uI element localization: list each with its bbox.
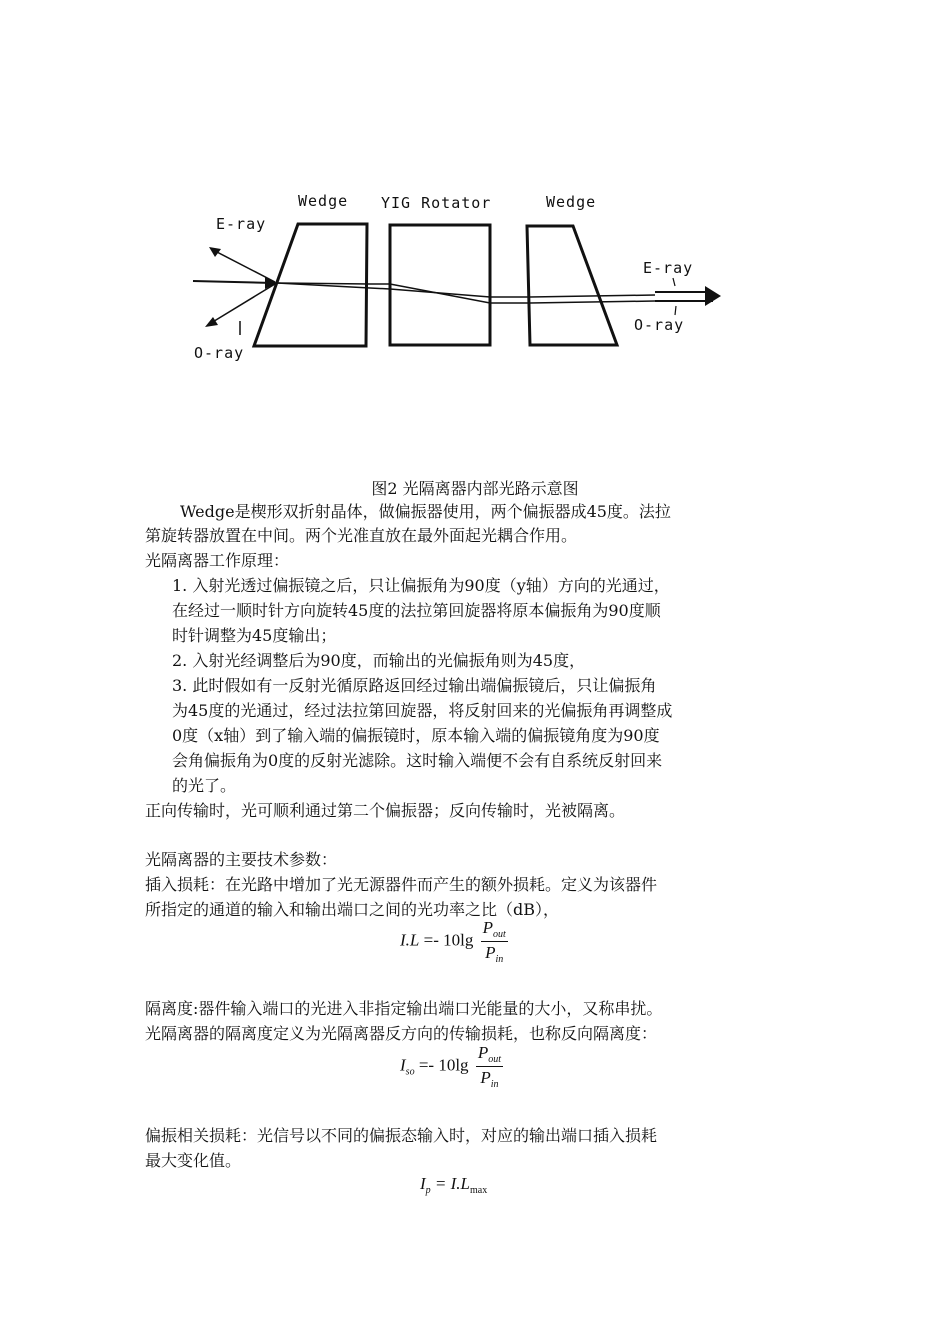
- eq1-lhs: I.L: [400, 930, 420, 950]
- list-item-1-line3: 时针调整为45度输出；: [172, 626, 337, 645]
- insertion-loss-equation: [400, 918, 508, 965]
- eq1-denominator: P: [485, 943, 496, 962]
- eq2-numerator-sub: out: [488, 1054, 501, 1065]
- eq2-lhs-sub: so: [405, 1066, 415, 1078]
- insertion-loss-line1: 插入损耗：在光路中增加了光无源器件而产生的额外损耗。定义为该器件: [145, 875, 658, 894]
- eq3-lhs: I: [420, 1174, 426, 1193]
- optical-path-diagram: [185, 185, 745, 375]
- figure-caption: 图2 光隔离器内部光路示意图: [371, 479, 579, 498]
- rotator-label: YIG Rotator: [381, 194, 492, 212]
- eq2-lhs: I: [400, 1055, 406, 1075]
- eq2-operator: =- 10lg: [418, 1055, 469, 1075]
- e-ray-left-label: E-ray: [216, 215, 267, 233]
- pdl-line1: 偏振相关损耗：光信号以不同的偏振态输入时，对应的输出端口插入损耗: [145, 1126, 658, 1145]
- incident-beam: [193, 281, 273, 283]
- wedge-left-label: Wedge: [298, 192, 349, 210]
- wedge-right: [527, 226, 617, 345]
- eq2-numerator: P: [477, 1043, 489, 1062]
- list-item-1-line2: 在经过一顺时针方向旋转45度的法拉第回旋器将原本偏振角为90度顺: [172, 601, 661, 620]
- isolation-equation: [400, 1043, 503, 1090]
- list-item-3-line3: 0度（x轴）到了输入端的偏振镜时，原本输入端的偏振镜角度为90度: [172, 726, 660, 745]
- insertion-loss-line2: 所指定的通道的输入和输出端口之间的光功率之比（dB），: [145, 900, 560, 919]
- e-ray-right-tick: [673, 278, 675, 286]
- list-item-3-line4: 会角偏振角为0度的反射光滤除。这时输入端便不会有自系统反射回来: [172, 751, 663, 770]
- list-item-3-line1: 3. 此时假如有一反射光循原路返回经过输出端偏振镜后，只让偏振角: [172, 676, 657, 695]
- summary-line: 正向传输时，光可顺利通过第二个偏振器；反向传输时，光被隔离。: [145, 801, 626, 820]
- eq3-rhs: = I.L: [434, 1174, 471, 1193]
- eq2-fraction: [476, 1043, 503, 1090]
- paragraph-wedge-line2: 第旋转器放置在中间。两个光准直放在最外面起光耦合作用。: [145, 526, 578, 545]
- list-item-3-line5: 的光了。: [172, 776, 237, 795]
- eq1-numerator-sub: out: [493, 929, 506, 940]
- eq1-operator: =- 10lg: [423, 930, 474, 950]
- pdl-equation: [420, 1174, 487, 1196]
- eq3-lhs-sub: p: [425, 1185, 431, 1196]
- o-ray-left-arrowhead: [205, 317, 218, 327]
- paragraph-wedge-line1: Wedge是楔形双折射晶体，做偏振器使用，两个偏振器成45度。法拉: [180, 502, 671, 521]
- e-ray-right-label: E-ray: [643, 259, 694, 277]
- e-ray-left-arrowhead: [209, 247, 221, 257]
- output-arrowhead: [705, 286, 721, 306]
- isolation-line2: 光隔离器的隔离度定义为光隔离器反方向的传输损耗，也称反向隔离度：: [145, 1024, 658, 1043]
- e-ray-left-line: [215, 251, 275, 282]
- isolation-line1: 隔离度:器件输入端口的光进入非指定输出端口光能量的大小，又称串扰。: [145, 999, 663, 1018]
- wedge-right-label: Wedge: [546, 193, 597, 211]
- eq3-rhs-sub: max: [470, 1185, 488, 1196]
- eq1-denominator-sub: in: [495, 954, 504, 965]
- pdl-line2: 最大变化值。: [145, 1151, 242, 1170]
- params-heading: 光隔离器的主要技术参数：: [145, 850, 338, 869]
- o-ray-right-tick: [675, 306, 676, 315]
- o-ray-right-label: O-ray: [634, 316, 685, 334]
- o-ray-left-label: O-ray: [194, 344, 245, 362]
- eq1-fraction: [481, 918, 508, 965]
- eq2-denominator-sub: in: [490, 1079, 499, 1090]
- list-item-1-line1: 1. 入射光透过偏振镜之后，只让偏振角为90度（y轴）方向的光通过，: [172, 576, 670, 595]
- optical-path-svg: [185, 185, 745, 375]
- eq1-numerator: P: [482, 918, 493, 937]
- principle-heading: 光隔离器工作原理：: [145, 551, 290, 570]
- yig-rotator: [390, 225, 490, 345]
- list-item-2-line1: 2. 入射光经调整后为90度，而输出的光偏振角则为45度，: [172, 651, 586, 670]
- list-item-3-line2: 为45度的光通过，经过法拉第回旋器，将反射回来的光偏振角再调整成: [172, 701, 673, 720]
- eq2-denominator: P: [480, 1068, 491, 1087]
